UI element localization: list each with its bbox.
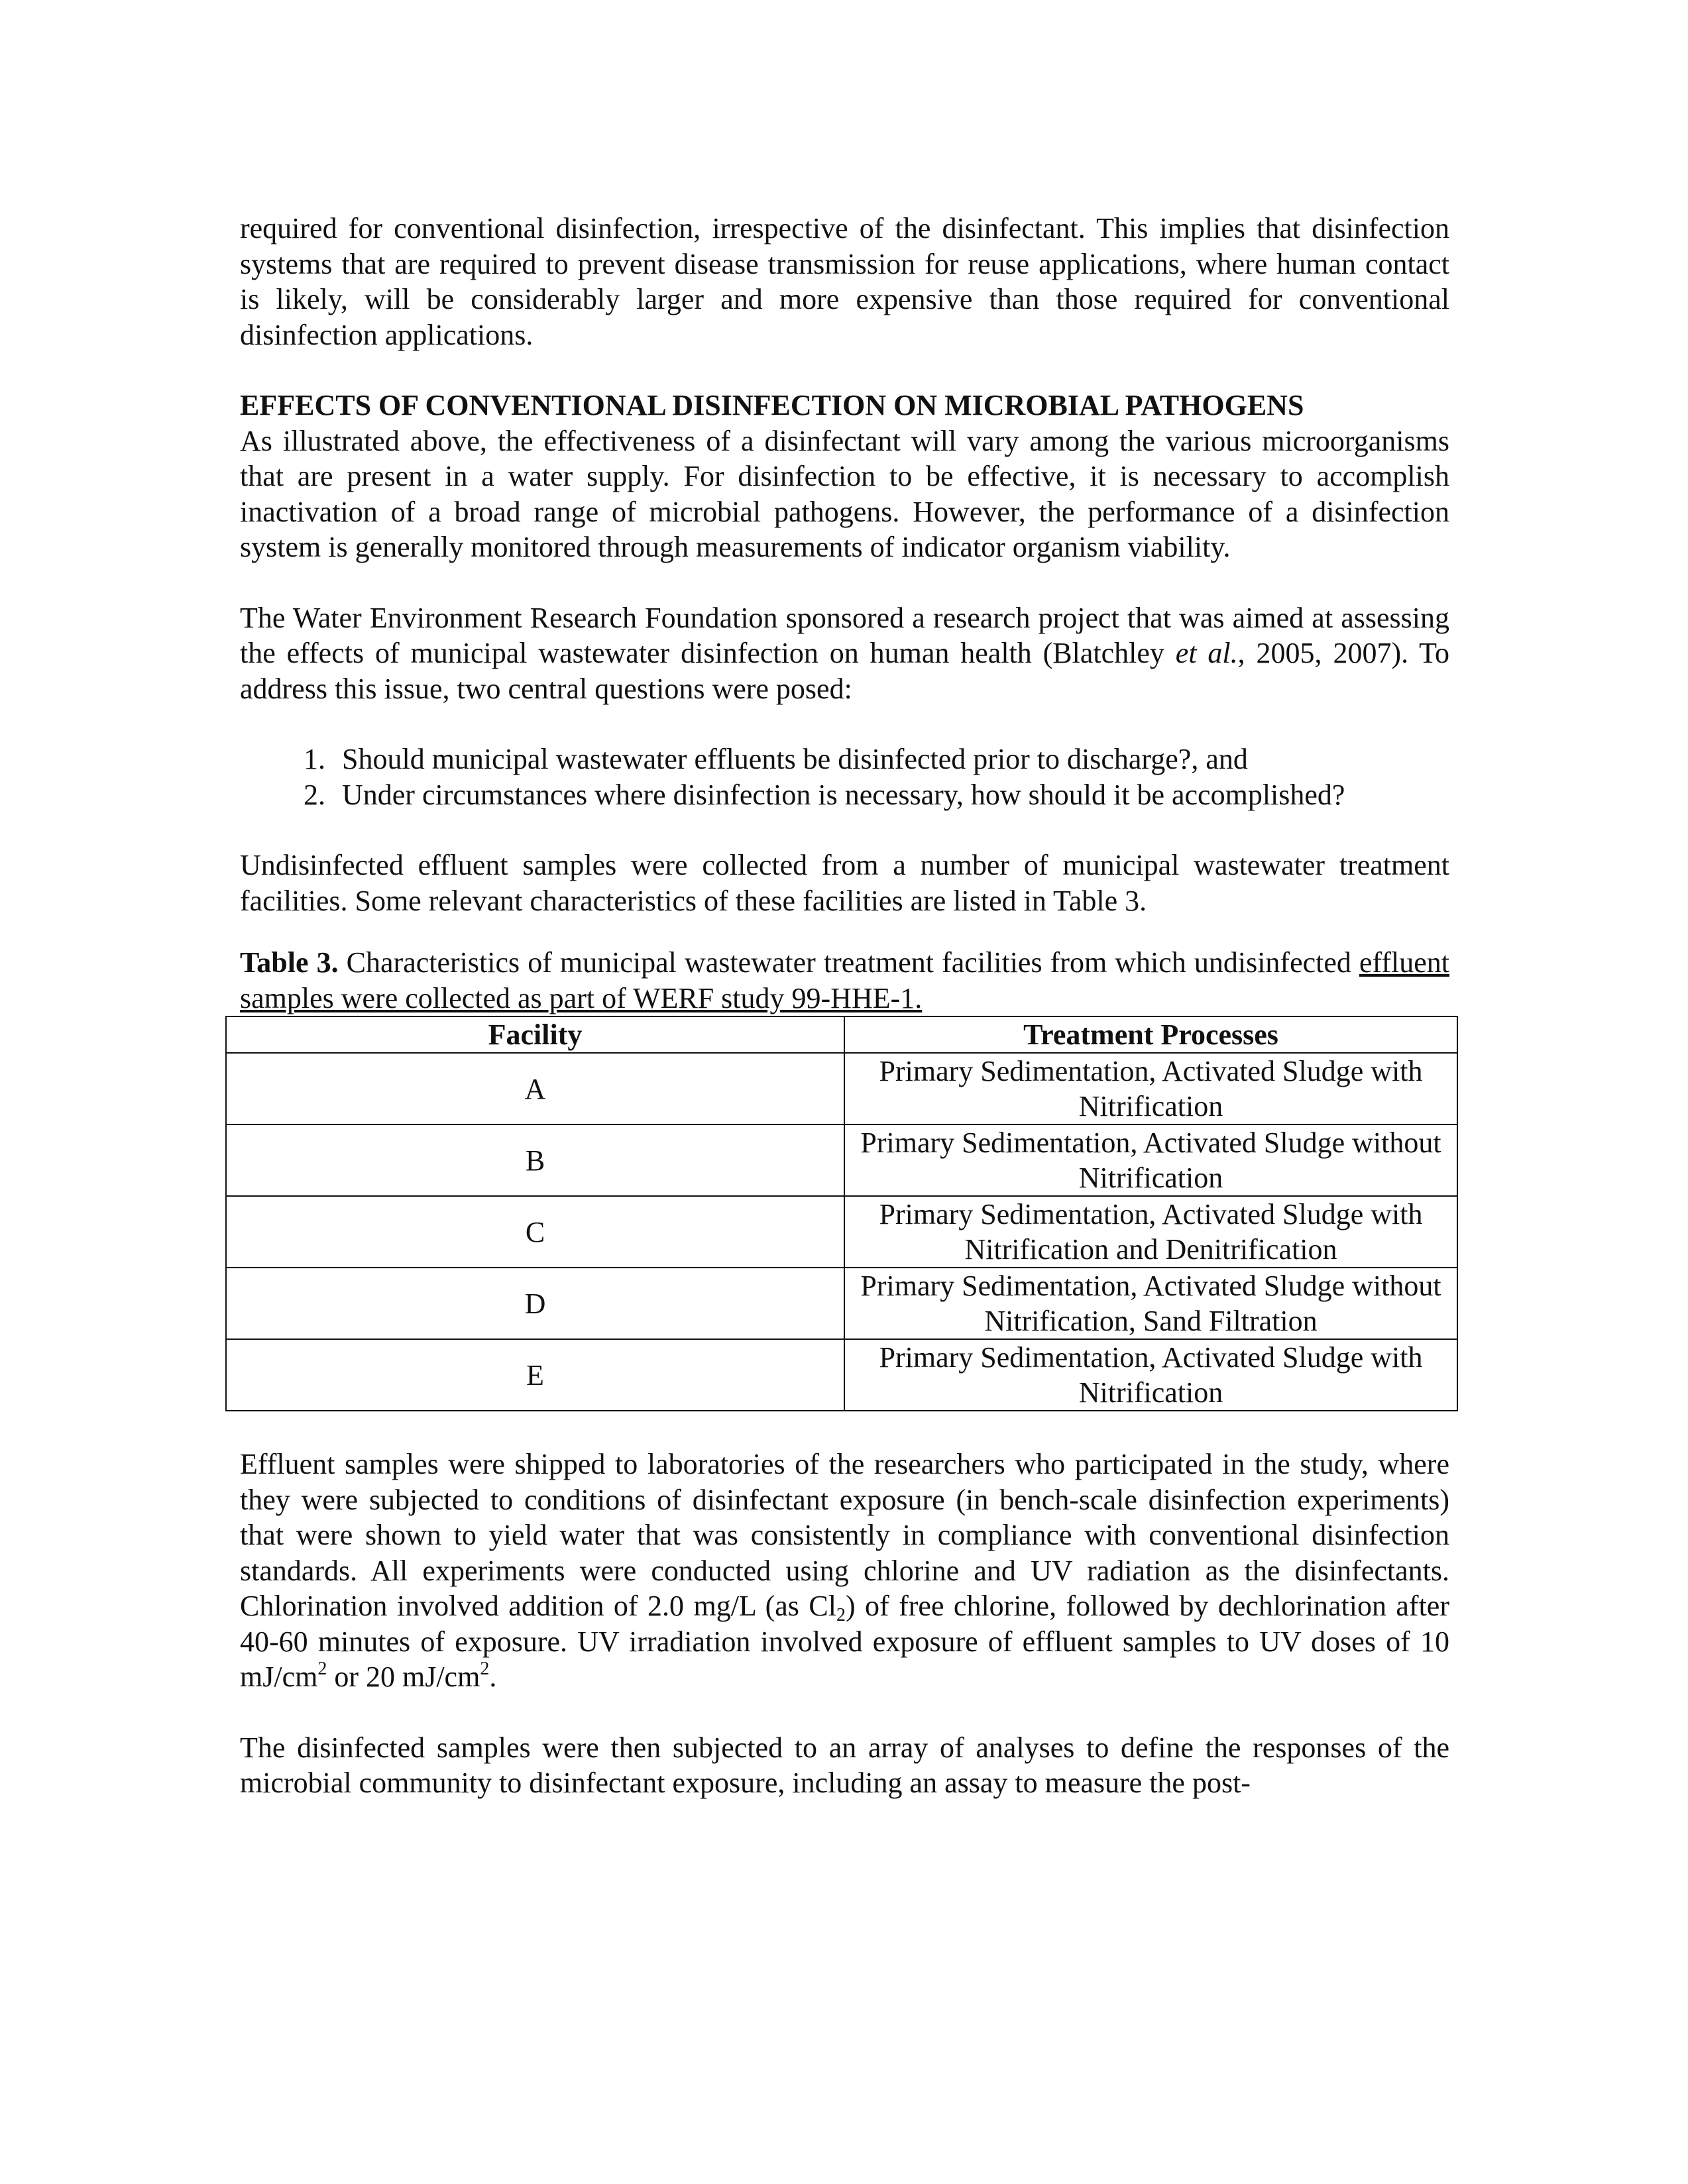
- table-header-row: [226, 1016, 1457, 1053]
- effluent-paragraph: [240, 1447, 1449, 1695]
- table-row: [226, 1053, 1457, 1124]
- effluent-text-b: ) of free chlorine, followed by dechlorination after 40-60 minutes of exposure. UV irradiation involved exposure of effluent samples to UV doses of 10 mJ/cm: [240, 1590, 1449, 1693]
- werf-text-a: The Water Environment Research Foundation sponsored a research project that was aimed at assessing the effects of municipal wastewater disinfection on human health (Blatchley: [240, 601, 1449, 669]
- process-cell: Primary Sedimentation, Activated Sludge without Nitrification: [844, 1124, 1457, 1196]
- table-row: [226, 1196, 1457, 1268]
- werf-text-b: , 2005, 2007). To address this issue, two central questions were posed:: [240, 637, 1449, 705]
- document-page: [240, 211, 1449, 1801]
- question-item: 1. Should municipal wastewater effluents be disinfected prior to discharge?, and: [333, 741, 1449, 777]
- facility-cell: C: [226, 1196, 844, 1268]
- effects-paragraph: As illustrated above, the effectiveness of a disinfectant will vary among the various microorganisms that are present in a water supply. For disinfection to be effective, it is necessary to accomplish inactivation of a broad range of microbial pathogens. However, the performance of a disinfection system is generally monitored through measurements of indicator organism viability.: [240, 424, 1449, 563]
- table-caption-underlined: effluent samples were collected as part of WERF study 99-HHE-1.: [240, 946, 1449, 1014]
- facility-cell: E: [226, 1339, 844, 1411]
- table-row: [226, 1339, 1457, 1411]
- question-item: 2. Under circumstances where disinfection is necessary, how should it be accomplished?: [333, 777, 1449, 813]
- header-facility: Facility: [226, 1016, 844, 1053]
- table-row: [226, 1124, 1457, 1196]
- table-caption-text: Characteristics of municipal wastewater treatment facilities from which undisinfected: [338, 946, 1359, 979]
- table-caption: [240, 945, 1449, 1016]
- intro-paragraph: required for conventional disinfection, irrespective of the disinfectant. This implies that disinfection systems that are required to prevent disease transmission for reuse applications, where human contact is likely, will be considerably larger and more expensive than those required for conventional disinfection applications.: [240, 212, 1449, 351]
- facilities-table: [225, 1016, 1458, 1411]
- header-treatment-processes: Treatment Processes: [844, 1016, 1457, 1053]
- dose-superscript: 2: [317, 1659, 327, 1679]
- table-row: [226, 1268, 1457, 1339]
- final-paragraph: The disinfected samples were then subjected to an array of analyses to define the responses of the microbial community to disinfectant exposure, including an assay to measure the post-: [240, 1731, 1449, 1799]
- process-cell: Primary Sedimentation, Activated Sludge with Nitrification: [844, 1053, 1457, 1124]
- chlorine-subscript: 2: [836, 1605, 846, 1625]
- section-heading: EFFECTS OF CONVENTIONAL DISINFECTION ON MICROBIAL PATHOGENS: [240, 389, 1304, 421]
- effluent-text-a: Effluent samples were shipped to laboratories of the researchers who participated in the study, where they were subjected to conditions of disinfectant exposure (in bench-scale disinfection experiments) that were shown to yield water that was consistently in compliance with conventional disinfection standards. All experiments were conducted using chlorine and UV radiation as the disinfectants. Chlorination involved addition of 2.0 mg/L (as Cl: [240, 1448, 1449, 1622]
- effluent-text-d: .: [489, 1661, 497, 1693]
- werf-paragraph: [240, 600, 1449, 707]
- dose-superscript: 2: [480, 1659, 490, 1679]
- table-caption-label: Table 3.: [240, 946, 339, 979]
- questions-list: [240, 741, 1449, 812]
- samples-paragraph: Undisinfected effluent samples were collected from a number of municipal wastewater treatment facilities. Some relevant characteristics of these facilities are listed in Table 3.: [240, 849, 1449, 917]
- process-cell: Primary Sedimentation, Activated Sludge without Nitrification, Sand Filtration: [844, 1268, 1457, 1339]
- effluent-text-c: or 20 mJ/cm: [327, 1661, 480, 1693]
- facility-cell: B: [226, 1124, 844, 1196]
- werf-citation-italic: et al.: [1175, 637, 1238, 669]
- process-cell: Primary Sedimentation, Activated Sludge with Nitrification: [844, 1339, 1457, 1411]
- facility-cell: A: [226, 1053, 844, 1124]
- facility-cell: D: [226, 1268, 844, 1339]
- process-cell: Primary Sedimentation, Activated Sludge with Nitrification and Denitrification: [844, 1196, 1457, 1268]
